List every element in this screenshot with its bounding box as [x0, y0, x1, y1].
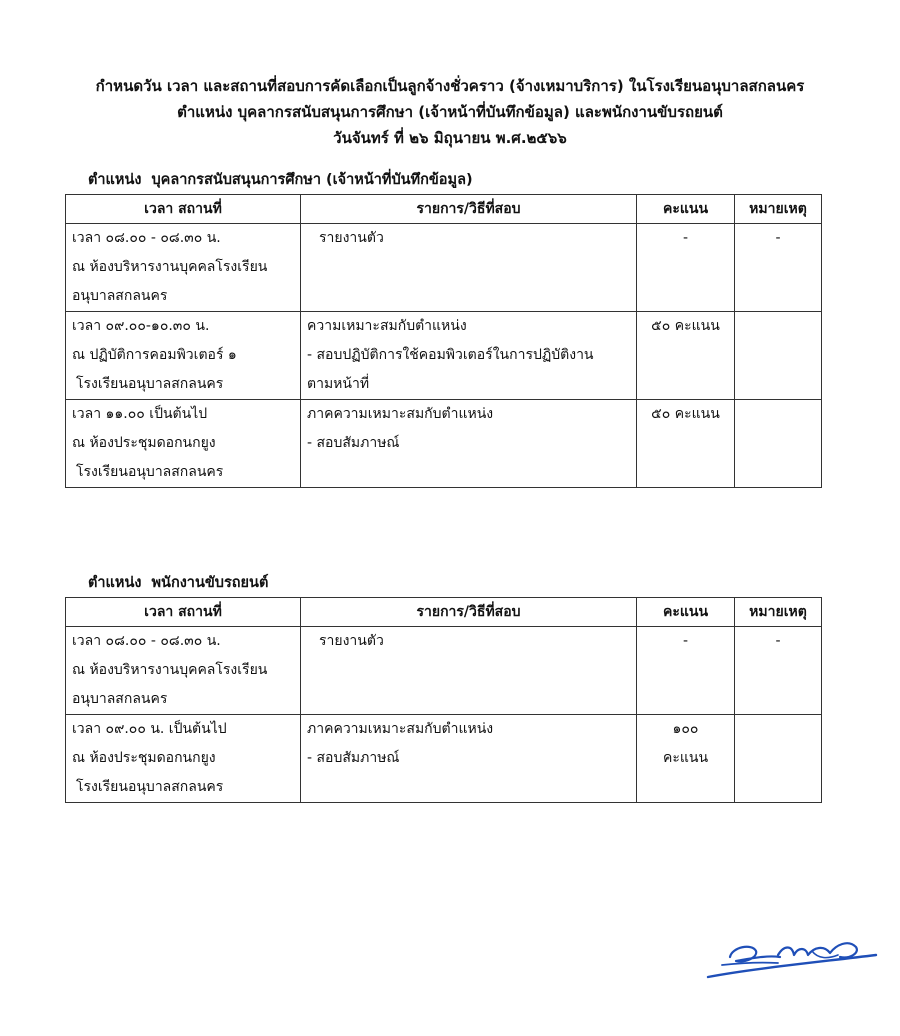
item-text: - สอบปฏิบัติการใช้คอมพิวเตอร์ในการปฏิบัติงาน: [307, 347, 594, 363]
item-text: ภาคความเหมาะสมกับตำแหน่ง: [307, 721, 494, 737]
schedule-table-data-entry: [65, 194, 822, 488]
score-text: ๑๐๐: [672, 721, 699, 737]
column-header-item-method: รายการ/วิธีที่สอบ: [301, 195, 637, 224]
score-text: ๕๐ คะแนน: [651, 406, 720, 422]
section-heading-data-entry: [88, 169, 473, 191]
cell-score: [637, 224, 735, 312]
item-text: - สอบสัมภาษณ์: [307, 435, 400, 451]
cell-time-place: [66, 715, 301, 803]
item-text: - สอบสัมภาษณ์: [307, 750, 400, 766]
document-title-line-1: กำหนดวัน เวลา และสถานที่สอบการคัดเลือกเป็นลูกจ้างชั่วคราว (จ้างเหมาบริการ) ในโรงเรียนอนุบาลสกลนคร: [95, 77, 805, 95]
section-heading-driver: [88, 572, 268, 594]
column-header-score: คะแนน: [637, 195, 735, 224]
place-text: อนุบาลสกลนคร: [72, 691, 168, 707]
cell-score: [637, 400, 735, 488]
score-unit-text: คะแนน: [662, 750, 709, 766]
table-header-row: [66, 598, 822, 627]
column-header-item-method: รายการ/วิธีที่สอบ: [301, 598, 637, 627]
column-header-time-place: เวลา สถานที่: [66, 195, 301, 224]
score-text: -: [682, 230, 689, 246]
time-text: เวลา ๐๙.๐๐ น. เป็นต้นไป: [72, 721, 227, 737]
cell-time-place: [66, 400, 301, 488]
cell-time-place: [66, 224, 301, 312]
cell-score: [637, 627, 735, 715]
column-header-time-place: เวลา สถานที่: [66, 598, 301, 627]
cell-score: [637, 715, 735, 803]
cell-item: [301, 312, 637, 400]
cell-remark: [735, 400, 822, 488]
cell-time-place: [66, 627, 301, 715]
place-text: ณ ห้องบริหารงานบุคคลโรงเรียน: [72, 662, 268, 678]
item-text: ตามหน้าที่: [307, 376, 370, 392]
column-header-remark: หมายเหตุ: [735, 598, 822, 627]
table-row: [66, 400, 822, 488]
place-text: ณ ห้องประชุมดอกนกยูง: [72, 435, 216, 451]
place-text: อนุบาลสกลนคร: [72, 288, 168, 304]
table-row: [66, 312, 822, 400]
column-header-score: คะแนน: [637, 598, 735, 627]
document-title-line-2: ตำแหน่ง บุคลากรสนับสนุนการศึกษา (เจ้าหน้าที่บันทึกข้อมูล) และพนักงานขับรถยนต์: [177, 103, 723, 121]
section-label: ตำแหน่ง: [88, 575, 142, 591]
cell-score: [637, 312, 735, 400]
section-position: บุคลากรสนับสนุนการศึกษา (เจ้าหน้าที่บันทึกข้อมูล): [151, 172, 473, 188]
cell-item: [301, 627, 637, 715]
place-text: โรงเรียนอนุบาลสกลนคร: [76, 779, 224, 795]
section-label: ตำแหน่ง: [88, 172, 142, 188]
item-text: รายงานตัว: [319, 230, 384, 246]
time-text: เวลา ๑๑.๐๐ เป็นต้นไป: [72, 406, 208, 422]
item-text: รายงานตัว: [319, 633, 384, 649]
cell-item: [301, 400, 637, 488]
item-text: ความเหมาะสมกับตำแหน่ง: [307, 318, 467, 334]
signature-icon: [700, 925, 885, 985]
table-row: [66, 715, 822, 803]
time-text: เวลา ๐๘.๐๐ - ๐๘.๓๐ น.: [72, 230, 221, 246]
time-text: เวลา ๐๘.๐๐ - ๐๘.๓๐ น.: [72, 633, 221, 649]
place-text: ณ ปฏิบัติการคอมพิวเตอร์ ๑: [72, 347, 237, 363]
document-date-line: วันจันทร์ ที่ ๒๖ มิถุนายน พ.ศ.๒๕๖๖: [333, 129, 567, 147]
item-text: ภาคความเหมาะสมกับตำแหน่ง: [307, 406, 494, 422]
place-text: โรงเรียนอนุบาลสกลนคร: [76, 376, 224, 392]
schedule-table-driver: [65, 597, 822, 803]
cell-remark: [735, 224, 822, 312]
cell-time-place: [66, 312, 301, 400]
score-text: -: [682, 633, 689, 649]
score-text: ๕๐ คะแนน: [651, 318, 720, 334]
place-text: ณ ห้องบริหารงานบุคคลโรงเรียน: [72, 259, 268, 275]
cell-item: [301, 715, 637, 803]
cell-remark: [735, 627, 822, 715]
cell-remark: [735, 312, 822, 400]
column-header-remark: หมายเหตุ: [735, 195, 822, 224]
time-text: เวลา ๐๙.๐๐-๑๐.๓๐ น.: [72, 318, 210, 334]
table-row: [66, 627, 822, 715]
cell-remark: [735, 715, 822, 803]
remark-text: -: [775, 633, 781, 649]
section-position: พนักงานขับรถยนต์: [151, 575, 269, 591]
cell-item: [301, 224, 637, 312]
place-text: โรงเรียนอนุบาลสกลนคร: [76, 464, 224, 480]
place-text: ณ ห้องประชุมดอกนกยูง: [72, 750, 216, 766]
table-row: [66, 224, 822, 312]
remark-text: -: [775, 230, 781, 246]
table-header-row: [66, 195, 822, 224]
